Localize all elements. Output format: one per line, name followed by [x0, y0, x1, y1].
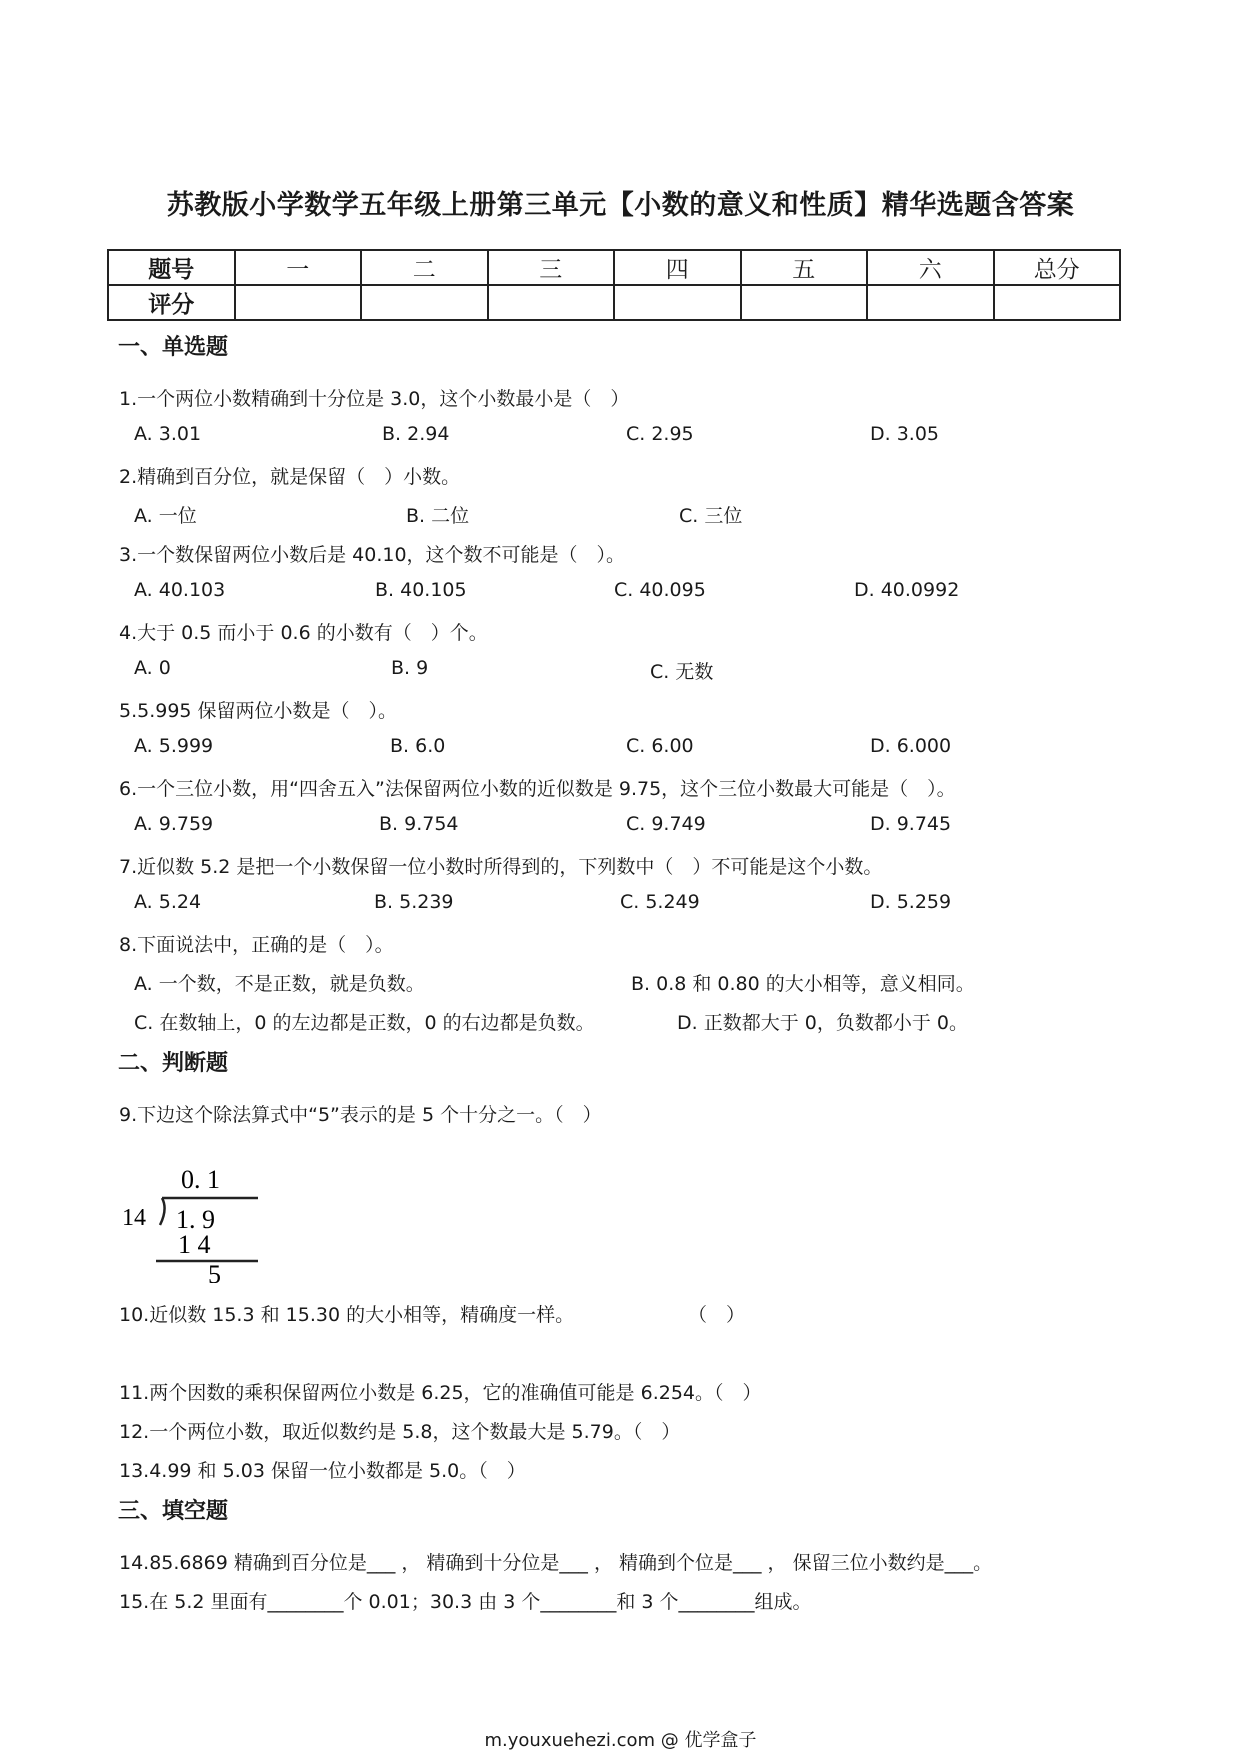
score-table-header-row [108, 250, 1120, 285]
question-2: 2.精确到百分位，就是保留（ ）小数。 [119, 466, 461, 488]
division-divisor: 14 [122, 1205, 146, 1231]
score-table-score-row [108, 285, 1120, 320]
option: A. 3.01 [134, 423, 202, 445]
division-product: 1 4 [178, 1230, 211, 1259]
option: A. 5.24 [134, 891, 202, 913]
question-1: 1.一个两位小数精确到十分位是 3.0，这个小数最小是（ ） [119, 388, 630, 410]
score-cell [867, 285, 994, 320]
option: C. 在数轴上，0 的左边都是正数，0 的右边都是负数。 [134, 1012, 595, 1034]
option: A. 9.759 [134, 813, 214, 835]
score-table-score-label: 评分 [108, 285, 235, 320]
option: B. 9 [391, 657, 429, 679]
score-table-column: 六 [867, 250, 994, 285]
option: A. 一个数，不是正数，就是负数。 [134, 973, 425, 995]
question-8: 8.下面说法中，正确的是（ ）。 [119, 934, 394, 956]
option: A. 40.103 [134, 579, 226, 601]
score-cell [741, 285, 868, 320]
option: B. 二位 [406, 505, 470, 527]
division-dividend: 1. 9 [176, 1205, 215, 1234]
score-table-column: 总分 [994, 250, 1121, 285]
option: D. 9.745 [870, 813, 952, 835]
score-cell [235, 285, 362, 320]
question-14: 14.85.6869 精确到百分位是___ ， 精确到十分位是___ ， 精确到个位是___ ， 保留三位小数约是___。 [119, 1552, 993, 1574]
option: C. 6.00 [626, 735, 694, 757]
question-4: 4.大于 0.5 而小于 0.6 的小数有（ ）个。 [119, 622, 488, 644]
option: D. 5.259 [870, 891, 952, 913]
question-11: 11.两个因数的乘积保留两位小数是 6.25，它的准确值可能是 6.254。（ ） [119, 1382, 762, 1404]
score-table-column: 三 [488, 250, 615, 285]
option: B. 0.8 和 0.80 的大小相等，意义相同。 [631, 973, 975, 995]
score-cell [614, 285, 741, 320]
option: A. 0 [134, 657, 171, 679]
option: C. 2.95 [626, 423, 694, 445]
section-heading-true-false: 二、判断题 [118, 1051, 229, 1076]
option: C. 9.749 [626, 813, 706, 835]
question-10-paren: （ ） [688, 1304, 746, 1326]
option: B. 40.105 [375, 579, 467, 601]
option: C. 40.095 [614, 579, 706, 601]
option: D. 40.0992 [854, 579, 960, 601]
question-10: 10.近似数 15.3 和 15.30 的大小相等，精确度一样。 [119, 1304, 575, 1326]
option: D. 6.000 [870, 735, 952, 757]
score-cell [488, 285, 615, 320]
question-7: 7.近似数 5.2 是把一个小数保留一位小数时所得到的，下列数中（ ）不可能是这个小数。 [119, 856, 883, 878]
question-15: 15.在 5.2 里面有________个 0.01；30.3 由 3 个________和 3 个________组成。 [119, 1591, 812, 1613]
option: D. 正数都大于 0，负数都小于 0。 [677, 1012, 968, 1034]
score-table [107, 249, 1121, 321]
option: A. 一位 [134, 505, 197, 527]
score-table-column: 二 [361, 250, 488, 285]
option: A. 5.999 [134, 735, 214, 757]
division-quotient: 0. 1 [181, 1165, 220, 1194]
option: B. 2.94 [382, 423, 450, 445]
option: B. 5.239 [374, 891, 454, 913]
score-table-column: 四 [614, 250, 741, 285]
page-title: 苏教版小学数学五年级上册第三单元【小数的意义和性质】精华选题含答案 [166, 190, 1075, 221]
score-cell [361, 285, 488, 320]
question-6: 6.一个三位小数，用“四舍五入”法保留两位小数的近似数是 9.75，这个三位小数最大可能是（ ）。 [119, 778, 956, 800]
page-footer: m.youxuehezi.com @ 优学盒子 [484, 1730, 757, 1751]
division-remainder: 5 [208, 1260, 221, 1283]
question-5: 5.5.995 保留两位小数是（ ）。 [119, 700, 398, 722]
option: C. 无数 [650, 661, 714, 683]
score-table-column: 一 [235, 250, 362, 285]
question-12: 12.一个两位小数，取近似数约是 5.8，这个数最大是 5.79。（ ） [119, 1421, 681, 1443]
section-heading-fill-blank: 三、填空题 [118, 1499, 229, 1524]
score-table-header-label: 题号 [108, 250, 235, 285]
score-table-column: 五 [741, 250, 868, 285]
question-9: 9.下边这个除法算式中“5”表示的是 5 个十分之一。（ ） [119, 1104, 602, 1126]
division-figure [120, 1143, 280, 1283]
option: D. 3.05 [870, 423, 940, 445]
option: B. 6.0 [390, 735, 446, 757]
option: B. 9.754 [379, 813, 459, 835]
score-cell [994, 285, 1121, 320]
option: C. 三位 [679, 505, 743, 527]
question-13: 13.4.99 和 5.03 保留一位小数都是 5.0。（ ） [119, 1460, 526, 1482]
option: C. 5.249 [620, 891, 700, 913]
section-heading-single-choice: 一、单选题 [118, 335, 229, 360]
question-3: 3.一个数保留两位小数后是 40.10，这个数不可能是（ ）。 [119, 544, 626, 566]
